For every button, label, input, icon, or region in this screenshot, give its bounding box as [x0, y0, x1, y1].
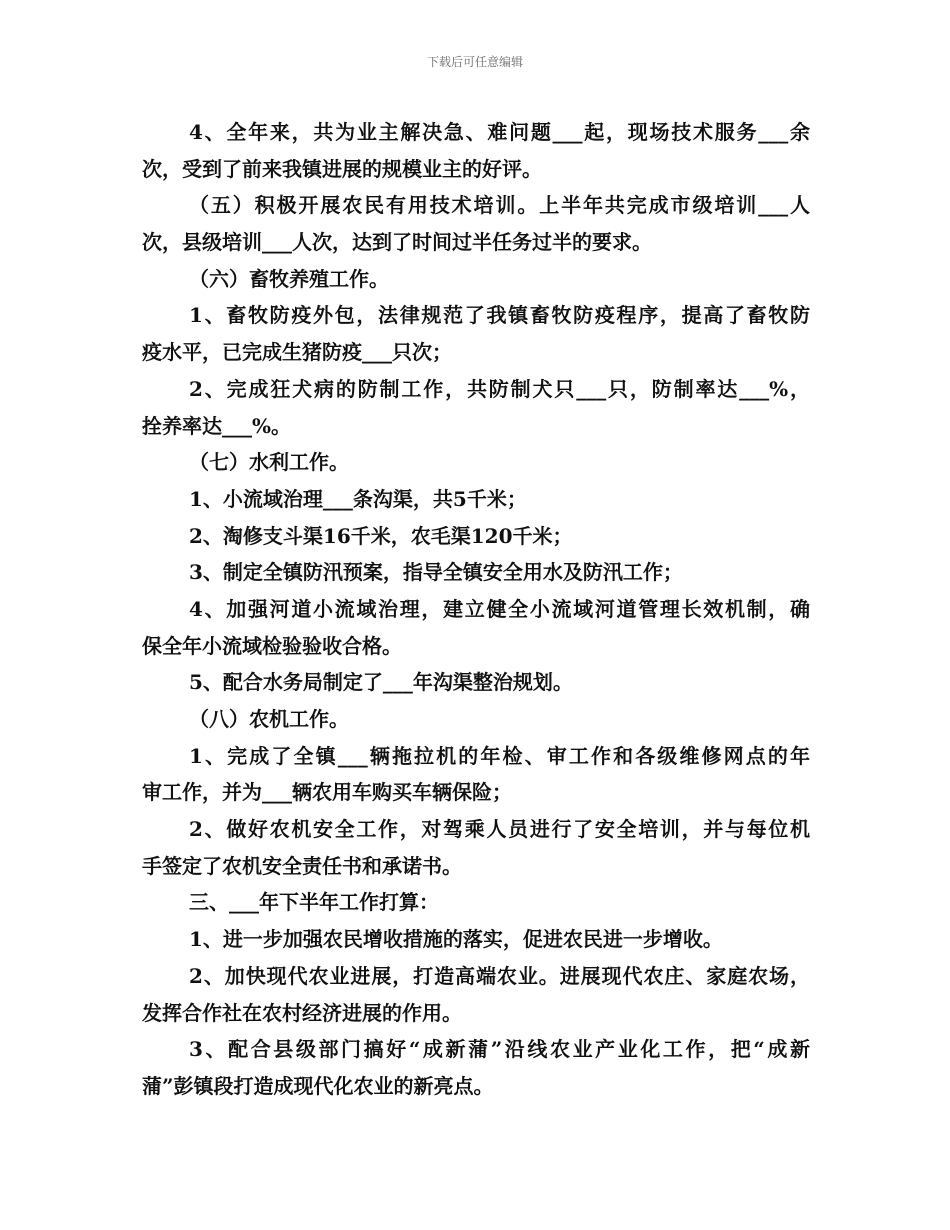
text-line: （八）农机工作。	[189, 707, 349, 731]
text-line: 次，县级培训___人次，达到了时间过半任务过半的要求。	[142, 230, 652, 255]
text-line: 2、加快现代农业进展，打造高端农业。进展现代农庄、家庭农场，	[189, 963, 810, 988]
text-line: （六）畜牧养殖工作。	[189, 266, 389, 291]
text-line: 保全年小流域检验验收合格。	[142, 633, 402, 658]
text-line: 次，受到了前来我镇进展的规模业主的好评。	[142, 156, 542, 181]
text-line: 2、淘修支斗渠16千米，农毛渠120千米；	[189, 523, 573, 548]
text-line: 1、畜牧防疫外包，法律规范了我镇畜牧防疫程序，提高了畜牧防	[189, 303, 810, 328]
page-header: 下载后可任意编辑	[426, 55, 523, 69]
text-line: 2、完成狂犬病的防制工作，共防制犬只___只，防制率达___%，	[189, 376, 810, 401]
text-line: 审工作，并为___辆农用车购买车辆保险；	[142, 780, 512, 805]
text-line: （七）水利工作。	[189, 450, 349, 475]
text-line: 1、进一步加强农民增收措施的落实，促进农民进一步增收。	[189, 927, 723, 952]
text-line: 拴养率达___%。	[142, 413, 292, 438]
text-line: 发挥合作社在农村经济进展的作用。	[142, 1000, 462, 1025]
text-line: 三、___年下半年工作打算：	[189, 890, 439, 915]
text-line: 1、小流域治理___条沟渠，共5千米；	[189, 486, 527, 511]
text-line: 1、完成了全镇___辆拖拉机的年检、审工作和各级维修网点的年	[189, 743, 810, 768]
text-line: 手签定了农机安全责任书和承诺书。	[142, 853, 462, 878]
text-line: 4、加强河道小流域治理，建立健全小流域河道管理长效机制，确	[189, 596, 810, 621]
text-line: （五）积极开展农民有用技术培训。上半年共完成市级培训___人	[189, 193, 810, 218]
text-line: 疫水平，已完成生猪防疫___只次；	[142, 340, 452, 365]
text-line: 蒲”彭镇段打造成现代化农业的新亮点。	[142, 1073, 494, 1098]
text-line: 5、配合水务局制定了___年沟渠整治规划。	[189, 670, 573, 695]
text-line: 3、配合县级部门搞好“成新蒲”沿线农业产业化工作，把“成新	[189, 1037, 810, 1062]
text-line: 2、做好农机安全工作，对驾乘人员进行了安全培训，并与每位机	[189, 817, 810, 842]
text-line: 4、全年来，共为业主解决急、难问题___起，现场技术服务___余	[189, 120, 810, 144]
text-line: 3、制定全镇防汛预案，指导全镇安全用水及防汛工作；	[189, 560, 683, 585]
document-body	[142, 114, 810, 1105]
